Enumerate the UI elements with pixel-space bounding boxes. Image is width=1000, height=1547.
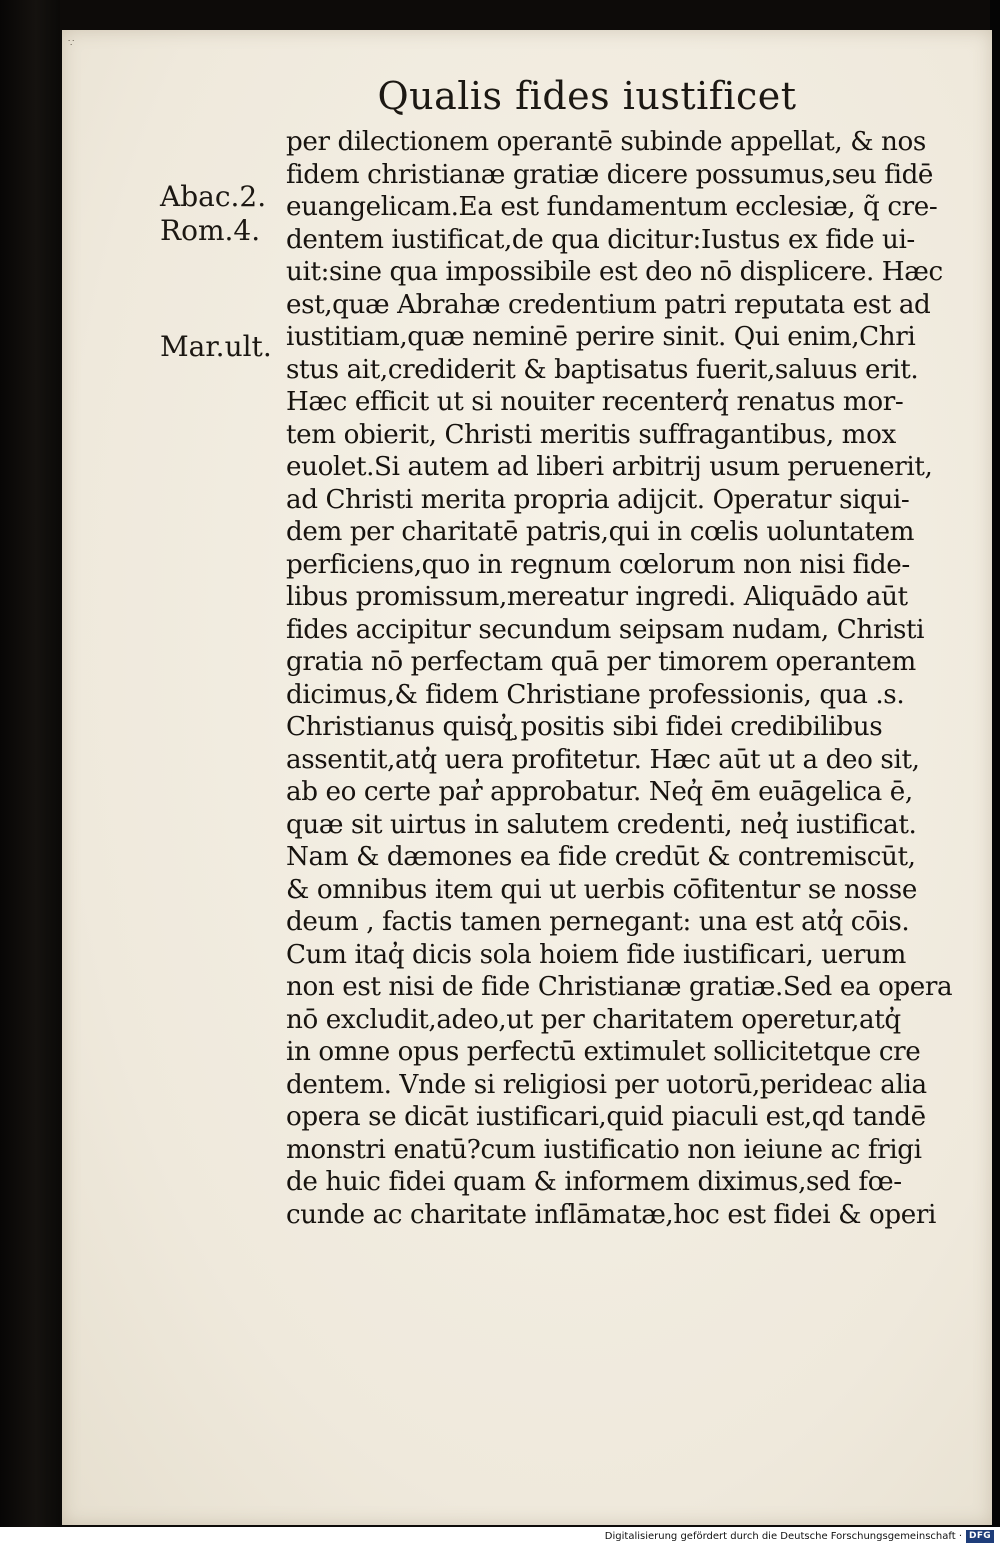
text-line: quæ sit uirtus in salutem credenti, neq̓ iustificat. xyxy=(286,809,917,840)
text-line: cunde ac charitate inflāmatæ,hoc est fidei & operi xyxy=(286,1199,936,1230)
text-line: euangelicam.Ea est fundamentum ecclesiæ, q̃ cre- xyxy=(286,192,938,222)
text-line: Nam & dæmones ea fide credūt & contremiscūt, xyxy=(286,842,916,872)
text-line: uit:sine qua impossibile est deo nō displicere. Hæc xyxy=(286,257,943,287)
text-line: opera se dicāt iustificari,quid piaculi est,qd tandē xyxy=(286,1102,926,1132)
marginal-note: Mar.ult. xyxy=(160,330,272,363)
body-text xyxy=(286,126,976,1231)
text-line: assentit,atq̓ uera profitetur. Hæc aūt ut a deo sit, xyxy=(286,744,920,775)
text-line: dentem iustificat,de qua dicitur:Iustus ex fide ui- xyxy=(286,224,915,255)
footer-bar xyxy=(0,1527,1000,1547)
text-line: per dilectionem operantē subinde appellat, & nos xyxy=(286,127,926,157)
marginal-note: Abac.2. xyxy=(160,180,267,213)
running-head: Qualis fides iustificet xyxy=(377,74,797,118)
book-page xyxy=(62,30,992,1525)
text-line: Cum itaq̓ dicis sola hoiem fide iustificari, uerum xyxy=(286,939,906,970)
dfg-logo: DFG xyxy=(966,1530,994,1543)
funding-credit: Digitalisierung gefördert durch die Deutsche Forschungsgemeinschaft · xyxy=(604,1531,962,1542)
text-line: dicimus,& fidem Christiane professionis, qua .s. xyxy=(286,679,905,710)
text-line: non est nisi de fide Christianæ gratiæ.Sed ea opera xyxy=(286,972,953,1002)
text-line: Hæc efficit ut si nouiter recenterq̓ renatus mor- xyxy=(286,387,904,417)
text-line: euolet.Si autem ad liberi arbitrij usum peruenerit, xyxy=(286,452,933,482)
text-line: est,quæ Abrahæ credentium patri reputata est ad xyxy=(286,289,931,320)
text-line: gratia nō perfectam quā per timorem operantem xyxy=(286,647,916,677)
text-line: dentem. Vnde si religiosi per uotorū,perideac alia xyxy=(286,1069,927,1100)
text-line: tem obierit, Christi meritis suffragantibus, mox xyxy=(286,419,896,450)
text-line: de huic fidei quam & informem diximus,sed fœ- xyxy=(286,1167,902,1197)
text-line: fidem christianæ gratiæ dicere possumus,seu fidē xyxy=(286,159,934,190)
text-line: ab eo certe par̓ approbatur. Neq̓ ēm euāgelica ē, xyxy=(286,777,913,807)
text-line: perficiens,quo in regnum cœlorum non nisi fide- xyxy=(286,549,910,580)
text-line: libus promissum,mereatur ingredi. Aliquādo aūt xyxy=(286,582,908,612)
text-line: iustitiam,quæ neminē perire sinit. Qui enim,Chri xyxy=(286,322,916,352)
text-line: fides accipitur secundum seipsam nudam, Christi xyxy=(286,614,925,645)
marginal-note: Rom.4. xyxy=(160,214,261,247)
text-line: Christianus quisq̓ ̧positis sibi fidei credibilibus xyxy=(286,712,883,742)
text-line: ad Christi merita propria adijcit. Operatur siqui- xyxy=(286,484,910,515)
book-binding xyxy=(0,0,60,1527)
text-line: nō excludit,adeo,ut per charitatem operetur,atq̓ xyxy=(286,1004,901,1035)
page-mark: ∵ xyxy=(68,38,75,49)
text-line: dem per charitatē patris,qui in cœlis uoluntatem xyxy=(286,517,915,547)
text-line: stus ait,crediderit & baptisatus fuerit,saluus erit. xyxy=(286,354,919,385)
text-line: & omnibus item qui ut uerbis cōfitentur se nosse xyxy=(286,874,917,905)
text-line: in omne opus perfectū extimulet sollicitetque cre xyxy=(286,1037,921,1067)
text-line: deum , factis tamen pernegant: una est atq̓ cōis. xyxy=(286,907,910,937)
text-line: monstri enatū?cum iustificatio non ieiune ac frigi xyxy=(286,1134,922,1165)
